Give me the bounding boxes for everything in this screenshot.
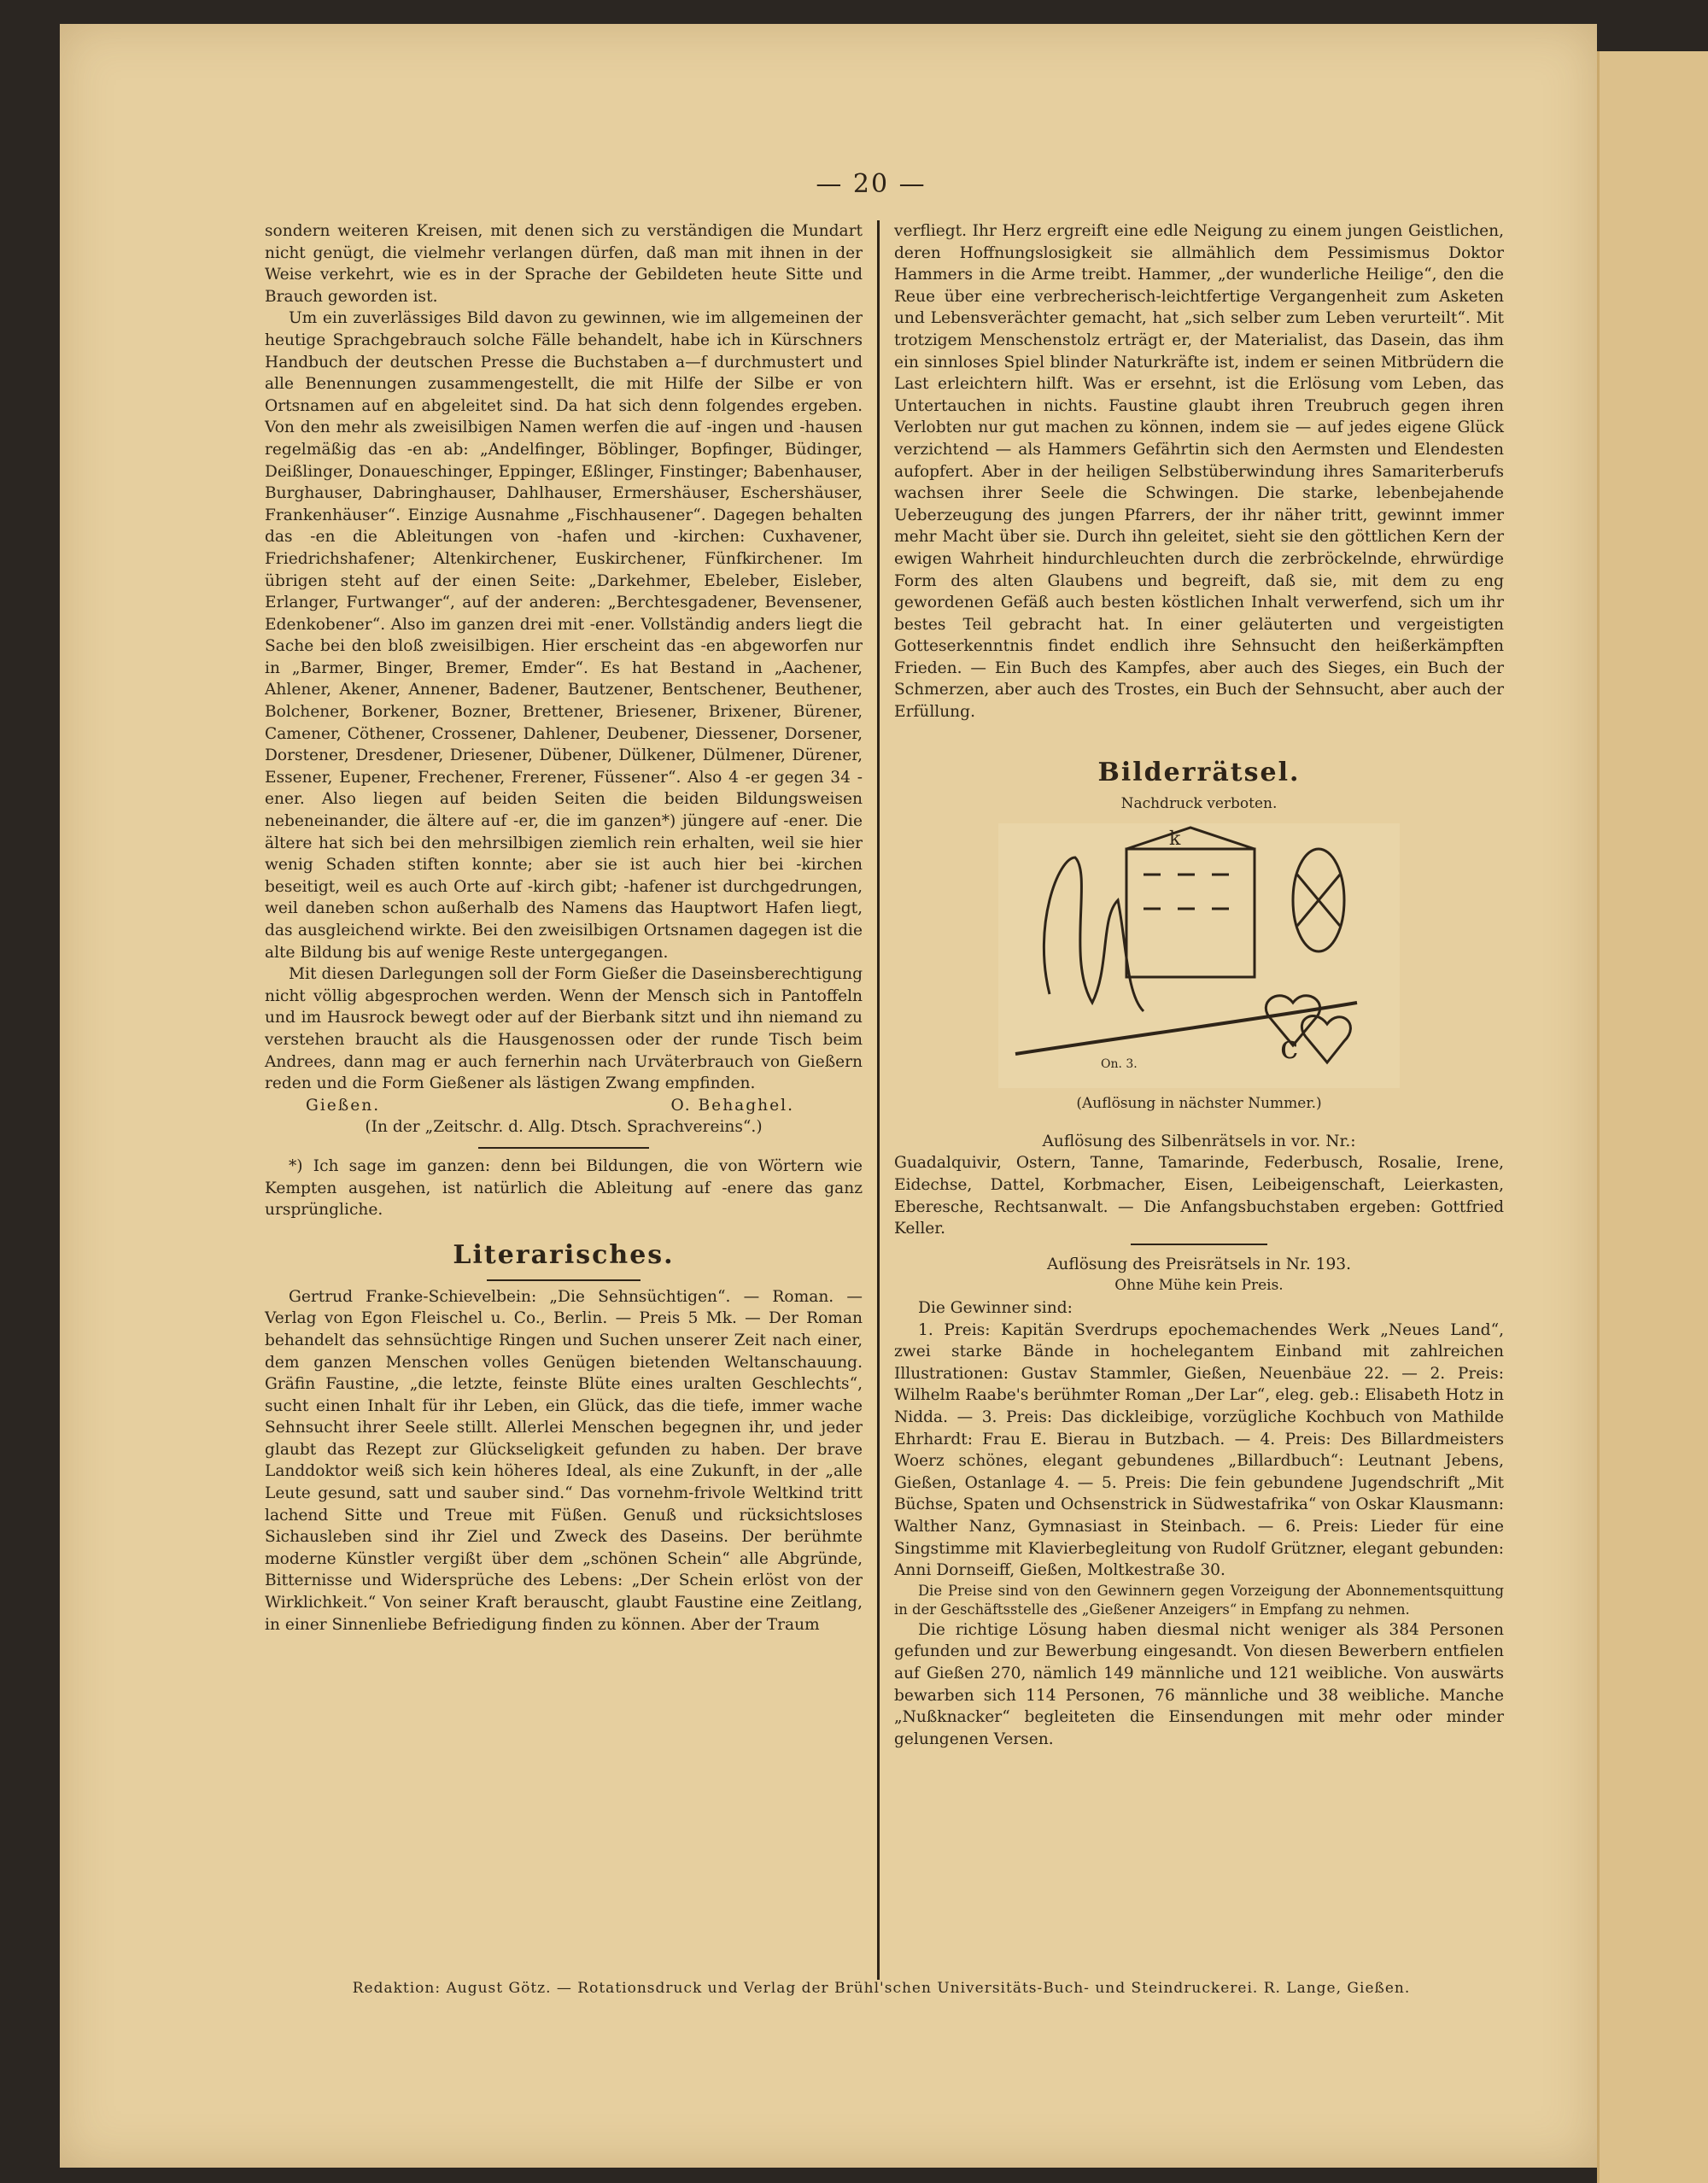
right-column xyxy=(894,220,1504,1750)
left-column xyxy=(265,220,863,1636)
column-divider xyxy=(877,220,880,1980)
paragraph-1: sondern weiteren Kreisen, mit denen sich zu verständigen die Mundart nicht genügt, die vielmehr verlangen dürfen, daß man mit ihnen in der Weise verkehrt, wie es in der Sprache der Gebildeten heute Sitte und Brauch geworden ist. xyxy=(265,222,863,306)
letter-m-drawing xyxy=(1044,857,1144,1011)
solution-rule xyxy=(1131,1244,1267,1245)
footnote-divider xyxy=(478,1147,649,1149)
rebus-letter-c: c xyxy=(1280,1028,1299,1067)
imprint-footer: Redaktion: August Götz. — Rotationsdruck und Verlag der Brühl'schen Universitäts-Buch- und Steindruckerei. R. Lange, Gießen. xyxy=(352,1980,1411,1997)
winners-intro: Die Gewinner sind: xyxy=(918,1299,1073,1317)
syllable-solution-heading: Auflösung des Silbenrätsels in vor. Nr.: xyxy=(1042,1132,1356,1150)
signature-place: Gießen. xyxy=(306,1096,381,1115)
puzzle-caption: (Auflösung in nächster Nummer.) xyxy=(1076,1095,1322,1113)
page-number: — 20 — xyxy=(816,169,927,199)
rebus-letter-k: k xyxy=(1169,828,1181,851)
reprint-notice: Nachdruck verboten. xyxy=(1120,794,1278,812)
puzzle-image-mark: On. 3. xyxy=(1101,1057,1138,1072)
prize-puzzle-heading: Auflösung des Preisrätsels in Nr. 193. xyxy=(1046,1255,1352,1273)
signature-line xyxy=(265,1095,863,1117)
puzzle-heading: Bilderrätsel. xyxy=(1097,757,1301,787)
literary-heading: Literarisches. xyxy=(453,1239,675,1270)
paragraph-2: Um ein zuverlässiges Bild davon zu gewinnen, wie im allgemeinen der heutige Sprachgebrauch solche Fälle behandelt, habe ich in Kürschners Handbuch der deutschen Presse die Buchstaben a—f durchmustert und alle Benennungen zusammengestellt, die mit Hilfe der Silbe er von Ortsnamen auf en abgeleitet sind. Da hat sich denn folgendes ergeben. Von den mehr als zweisilbigen Namen werfen die auf -ingen und -hausen regelmäßig das -en ab: „Andelfinger, Böblinger, Bopfinger, Büdinger, Deißlinger, Donaueschinger, Eppinger, Eßlinger, Finstinger; Babenhauser, Burghauser, Dabringhauser, Dahlhauser, Ermershäuser, Eschershäuser, Frankenhäuser“. Einzige Ausnahme „Fischhausener“. Dagegen behalten das -en die Ableitungen von -hafen und -kirchen: Cuxhavener, Friedrichshafener; Altenkirchener, Euskirchener, Fünfkirchener. Im übrigen steht auf der einen Seite: „Darkehmer, Ebeleber, Eisleber, Erlanger, Furtwanger“, auf der anderen: „Berchtesgadener, Bevensener, Edenkobener“. Also im ganzen drei mit -ener. Vollständig anders liegt die Sache bei den bloß zweisilbigen. Hier erscheint das -en abgeworfen nur in „Barmer, Binger, Bremer, Emder“. Es hat Bestand in „Aachener, Ahlener, Akener, Annener, Badener, Bautzener, Bentschener, Beuthener, Bolchener, Borkener, Bozner, Brettener, Briesener, Brixener, Bürener, Camener, Cöthener, Crossener, Dahlener, Deubener, Diessener, Dorsener, Dorstener, Dresdener, Driesener, Dübener, Dülkener, Dülmener, Dürener, Essener, Eupener, Frechener, Frerener, Füssener“. Also 4 -er gegen 34 -ener. Also liegen auf beiden Seiten die beiden Bildungsweisen nebeneinander, die ältere auf -er, die im ganzen*) jüngere auf -ener. Die ältere hat sich bei den mehrsilbigen ziemlich rein erhalten, weil sie hier wenig Schaden stiften konnte; aber sie ist auch hier bei -kirchen beseitigt, weil es auch Orte auf -kirch gibt; -hafener ist durchgedrungen, weil daneben schon außerhalb des Namens das Hauptwort Hafen liegt, das ausgleichend wirkte. Bei den zweisilbigen Ortsnamen dagegen ist die alte Bildung bis auf wenige Reste untergegangen. xyxy=(265,309,863,962)
heading-rule xyxy=(487,1279,640,1281)
next-page-edge xyxy=(1597,51,1708,2183)
house-drawing xyxy=(1126,849,1255,977)
winners-list: 1. Preis: Kapitän Sverdrups epochemachendes Werk „Neues Land“, zwei starke Bände in hochelegantem Einband mit zahlreichen Illustrationen: Gustav Stammler, Gießen, Neuenbäue 22. — 2. Preis: Wilhelm Raabe's berühmter Roman „Der Lar“, eleg. geb.: Elisabeth Hotz in Nidda. — 3. Preis: Das dickleibige, vorzügliche Kochbuch von Mathilde Ehrhardt: Frau E. Bierau in Butzbach. — 4. Preis: Des Billardmeisters Woerz schönes, elegant gebundenes „Billardbuch“: Leutnant Jebens, Gießen, Ostanlage 4. — 5. Preis: Die fein gebundene Jugendschrift „Mit Büchse, Spaten und Ochsenstrick in Südwestafrika“ von Oskar Klausmann: Walther Nanz, Gymnasiast in Steinbach. — 6. Preis: Lieder für eine Singstimme mit Klavierbegleitung von Rudolf Grützner, elegant gebunden: Anni Dornseiff, Gießen, Moltkestraße 30. xyxy=(894,1320,1504,1580)
prize-subheading: Ohne Mühe kein Preis. xyxy=(1114,1277,1284,1295)
syllable-solution: Guadalquivir, Ostern, Tanne, Tamarinde, Federbusch, Rosalie, Irene, Eidechse, Dattel, Korbmacher, Eisen, Leibeigenschaft, Leierkasten, Eberesche, Rechtsanwalt. — Die Anfangsbuchstaben ergeben: Gottfried Keller. xyxy=(894,1154,1504,1238)
participation-statistics: Die richtige Lösung haben diesmal nicht weniger als 384 Personen gefunden und zur Bewerbung eingesandt. Von diesen Bewerbern entfielen auf Gießen 270, nämlich 149 männliche und 121 weibliche. Von auswärts bewarben sich 114 Personen, 76 männliche und 38 weibliche. Manche „Nußknacker“ begleiteten die Einsendungen mit mehr oder minder gelungenen Versen. xyxy=(894,1620,1504,1748)
source-citation: (In der „Zeitschr. d. Allg. Dtsch. Sprachvereins“.) xyxy=(365,1118,763,1137)
footnote: *) Ich sage im ganzen: denn bei Bildungen, die von Wörtern wie Kempten ausgehen, ist natürlich die Ableitung auf -enere das ganz ursprüngliche. xyxy=(265,1156,863,1220)
signature-author: O. Behaghel. xyxy=(670,1096,794,1115)
picture-puzzle xyxy=(998,823,1400,1088)
literary-review: Gertrud Franke-Schievelbein: „Die Sehnsüchtigen“. — Roman. — Verlag von Egon Fleischel u. Co., Berlin. — Preis 5 Mk. — Der Roman behandelt das sehnsüchtige Ringen und Suchen unserer Zeit nach einer, dem ganzen Menschen volles Genügen bietenden Weltanschauung. Gräfin Faustine, „die letzte, feinste Blüte eines uralten Geschlechts“, sucht einen Inhalt für ihr Leben, ein Glück, das die tiefe, immer wache Sehnsucht ihrer Seele stillt. Allerlei Menschen begegnen ihr, und jeder glaubt das Rezept zur Glückseligkeit gefunden zu haben. Der brave Landdoktor weiß sich kein höheres Ideal, als eine Zukunft, in der „alle Leute gesund, satt und sauber sind.“ Das vornehm-frivole Weltkind tritt lachend Sitte und Treue mit Füßen. Genuß und rücksichtsloses Sichausleben sind ihr Ziel und Zweck des Daseins. Der berühmte moderne Künstler vergißt über dem „schönen Schein“ alle Abgründe, Bitternisse und Widersprüche des Lebens: „Der Schein erlöst von der Wirklichkeit.“ Von seiner Kraft berauscht, glaubt Faustine eine Zeitlang, in einer Sinnenliebe Befriedigung finden zu können. Aber der Traum xyxy=(265,1287,863,1634)
review-continuation: verfliegt. Ihr Herz ergreift eine edle Neigung zu einem jungen Geistlichen, deren Hoffnungslosigkeit sie allmählich dem Pessimismus Doktor Hammers in die Arme treibt. Hammer, „der wunderliche Heilige“, den die Reue über eine verbrecherisch-leichtfertige Vergangenheit zum Asketen und Lebensverächter gemacht, hat „sich selber zum Leben verurteilt“. Mit trotzigem Menschenstolz erträgt er, der Materialist, das Dasein, das ihm ein sinnloses Spiel blinder Naturkräfte ist, indem er seinen Mitbrüdern die Last erleichtern hilft. Was er ersehnt, ist die Erlösung vom Leben, das Untertauchen in nichts. Faustine glaubt ihren Treubruch gegen ihren Verlobten nur gut machen zu können, indem sie — auf jedes eigene Glück verzichtend — als Hammers Gefährtin sich den Aermsten und Elendesten aufopfert. Aber in der heiligen Selbstüberwindung ihres Samariterberufs wachsen ihrer Seele die Schwingen. Die starke, lebenbejahende Ueberzeugung des jungen Pfarrers, der ihr näher tritt, gewinnt immer mehr Macht über sie. Durch ihn geleitet, sieht sie den göttlichen Kern der ewigen Wahrheit hindurchleuchten durch die zerbröckelnde, ehrwürdige Form des alten Glaubens und begreift, daß sie, mit dem zu eng gewordenen Gefäß auch besten köstlichen Inhalt verwerfend, sich um ihr bestes Teil gebracht hat. In einer geläuterten und vergeistigten Gotteserkenntnis findet endlich ihre Sehnsucht den heißerkämpften Frieden. — Ein Buch des Kampfes, aber auch des Sieges, ein Buch der Schmerzen, aber auch des Trostes, ein Buch der Sehnsucht, aber auch der Erfüllung. xyxy=(894,222,1504,722)
paragraph-3: Mit diesen Darlegungen soll der Form Gießer die Daseinsberechtigung nicht völlig abgesprochen werden. Wenn der Mensch sich in Pantoffeln und im Hausrock bewegt oder auf der Bierbank sitzt und ihn niemand zu verstehen braucht als die Hausgenossen oder der runde Tisch beim Andrees, dann mag er auch fernerhin nach Urväterbrauch von Gießern reden und die Form Gießener als lästigen Zwang empfinden. xyxy=(265,965,863,1093)
prize-pickup-note: Die Preise sind von den Gewinnern gegen Vorzeigung der Abonnementsquittung in der Geschäftsstelle des „Gießener Anzeigers“ in Empfang zu nehmen. xyxy=(894,1582,1504,1618)
rebus-illustration xyxy=(998,823,1400,1088)
